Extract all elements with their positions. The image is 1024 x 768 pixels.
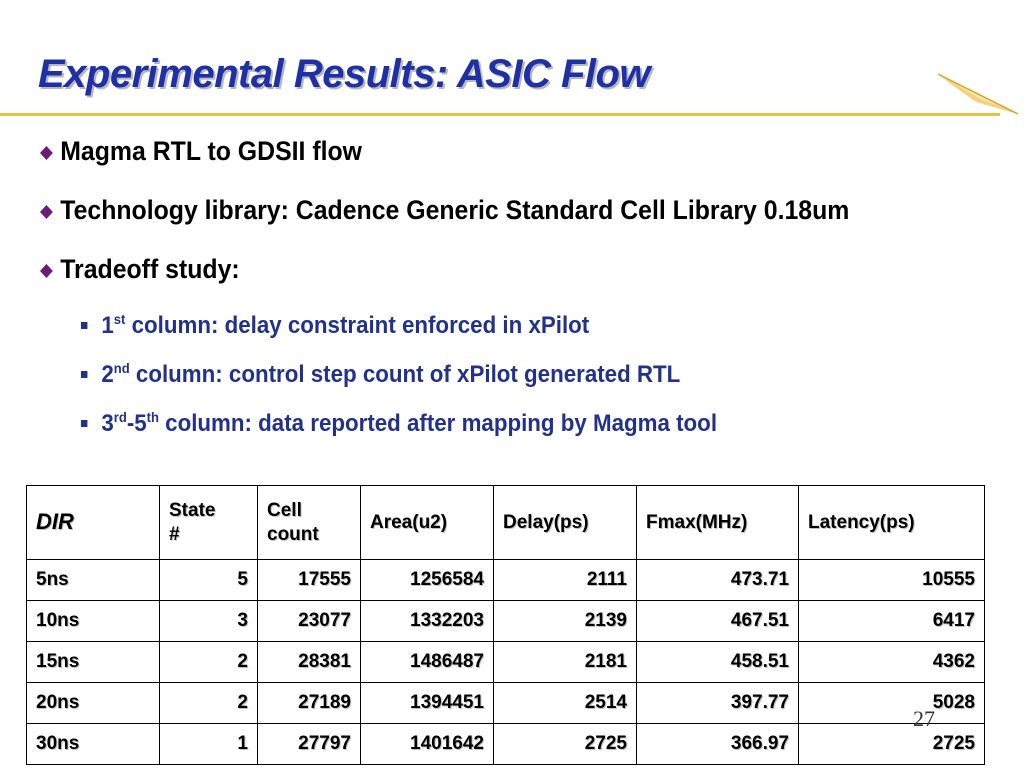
diamond-bullet-icon	[40, 205, 53, 219]
table-cell-latency: 2725	[799, 724, 985, 765]
column-header-fmax: Fmax(MHz)	[637, 486, 799, 560]
slide-title: Experimental Results: ASIC Flow	[38, 52, 651, 96]
table-cell-cell-count: 28381	[258, 642, 361, 683]
table-cell-cell-count: 27797	[258, 724, 361, 765]
table-cell-state: 3	[160, 601, 258, 642]
bullet-text: Magma RTL to GDSII flow	[60, 136, 363, 166]
bullet-item	[40, 132, 932, 191]
table-header-row	[27, 486, 985, 560]
table-cell-fmax: 366.97	[637, 724, 799, 765]
table-row	[27, 642, 985, 683]
sub-bullet-item	[40, 309, 942, 358]
corner-arrow-decoration	[938, 72, 1020, 116]
table-cell-delay: 2181	[494, 642, 637, 683]
table-cell-delay: 2139	[494, 601, 637, 642]
square-bullet-icon	[81, 420, 88, 427]
sub-bullet-item	[40, 358, 942, 407]
sub-bullet-text: column: control step count of xPilot generated RTL	[129, 361, 681, 388]
column-header-latency: Latency(ps)	[799, 486, 985, 560]
sub-bullet-number: 2	[101, 361, 114, 388]
table-row	[27, 724, 985, 765]
table-cell-latency: 10555	[799, 560, 985, 601]
square-bullet-icon	[81, 371, 88, 378]
table-cell-area: 1332203	[361, 601, 494, 642]
column-header-state: State #	[160, 486, 258, 560]
table-cell-area: 1394451	[361, 683, 494, 724]
table-cell-cell-count: 27189	[258, 683, 361, 724]
sub-bullet-ordinal: nd	[113, 360, 130, 376]
bullet-text: Technology library: Cadence Generic Standard Cell Library 0.18um	[60, 195, 850, 225]
square-bullet-icon	[81, 322, 88, 329]
sub-bullet-range: -5	[126, 410, 147, 437]
sub-bullet-number: 3	[101, 410, 114, 437]
sub-bullet-ordinal-end: th	[146, 409, 159, 425]
table-cell-state: 1	[160, 724, 258, 765]
table-cell-fmax: 473.71	[637, 560, 799, 601]
table-cell-state: 2	[160, 683, 258, 724]
table-cell-dir: 15ns	[27, 642, 160, 683]
column-header-dir: DIR	[27, 486, 160, 560]
table-cell-latency: 4362	[799, 642, 985, 683]
table-cell-fmax: 467.51	[637, 601, 799, 642]
table-cell-latency: 6417	[799, 601, 985, 642]
table-row	[27, 683, 985, 724]
table-row	[27, 560, 985, 601]
table-cell-cell-count: 17555	[258, 560, 361, 601]
table-cell-dir: 30ns	[27, 724, 160, 765]
table-cell-delay: 2725	[494, 724, 637, 765]
bullet-item	[40, 191, 932, 250]
bullet-text: Tradeoff study:	[60, 254, 240, 284]
diamond-bullet-icon	[40, 264, 53, 278]
column-header-cell-count: Cell count	[258, 486, 361, 560]
table-cell-fmax: 397.77	[637, 683, 799, 724]
table-cell-dir: 10ns	[27, 601, 160, 642]
diamond-bullet-icon	[40, 146, 53, 160]
sub-bullet-item	[40, 407, 942, 456]
table-cell-dir: 20ns	[27, 683, 160, 724]
table-cell-area: 1401642	[361, 724, 494, 765]
table-cell-delay: 2111	[494, 560, 637, 601]
title-underline	[0, 113, 1000, 116]
table-cell-latency: 5028	[799, 683, 985, 724]
table-row	[27, 601, 985, 642]
bullet-list	[40, 132, 1010, 456]
table-cell-state: 2	[160, 642, 258, 683]
sub-bullet-text: column: delay constraint enforced in xPilot	[125, 312, 590, 339]
table-cell-cell-count: 23077	[258, 601, 361, 642]
sub-bullet-ordinal: st	[113, 311, 126, 327]
results-table	[26, 485, 985, 765]
table-cell-state: 5	[160, 560, 258, 601]
column-header-area: Area(u2)	[361, 486, 494, 560]
table-cell-area: 1486487	[361, 642, 494, 683]
page-number: 27	[913, 706, 935, 731]
table-cell-fmax: 458.51	[637, 642, 799, 683]
table-cell-delay: 2514	[494, 683, 637, 724]
column-header-delay: Delay(ps)	[494, 486, 637, 560]
table-cell-dir: 5ns	[27, 560, 160, 601]
table-cell-area: 1256584	[361, 560, 494, 601]
sub-bullet-number: 1	[101, 312, 114, 339]
sub-bullet-text: column: data reported after mapping by Magma tool	[158, 410, 718, 437]
bullet-item	[40, 250, 932, 309]
sub-bullet-ordinal: rd	[113, 409, 127, 425]
